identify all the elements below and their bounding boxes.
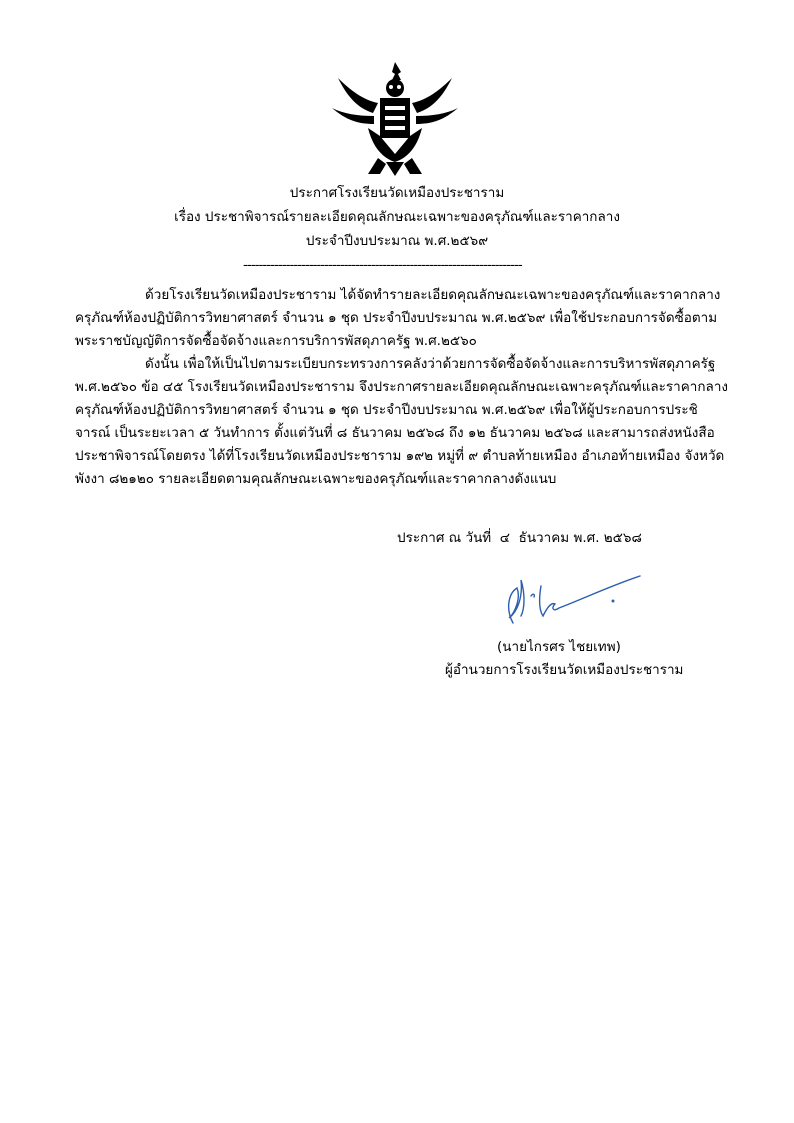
body-line: พ.ศ.๒๕๖๐ ข้อ ๔๕ โรงเรียนวัดเหมืองประชาราม จึงประกาศรายละเอียดคุณลักษณะเฉพาะครุภัณฑ์และราคากลาง [75,379,728,395]
body-line: พังงา ๘๒๑๒๐ รายละเอียดตามคุณลักษณะเฉพาะของครุภัณฑ์และราคากลางดังแนบ [75,471,557,487]
document-fiscal-year: ประจำปีงบประมาณ พ.ศ.๒๕๖๙ [305,233,489,249]
body-line: ครุภัณฑ์ห้องปฏิบัติการวิทยาศาสตร์ จำนวน ๑ ชุด ประจำปีงบประมาณ พ.ศ.๒๕๖๙ เพื่อให้ผู้ประกอบการประชิ [75,402,698,418]
body-line: ประชาพิจารณ์โดยตรง ได้ที่โรงเรียนวัดเหมืองประชาราม ๑๙๒ หมู่ที่ ๙ ตำบลท้ายเหมือง อำเภอท้ายเหมือง จังหวัด [75,448,725,464]
announcement-date: ประกาศ ณ วันที่ ๔ ธันวาคม พ.ศ. ๒๕๖๘ [397,530,642,546]
body-line: ครุภัณฑ์ห้องปฏิบัติการวิทยาศาสตร์ จำนวน ๑ ชุด ประจำปีงบประมาณ พ.ศ.๒๕๖๙ เพื่อใช้ประกอบการจัดซื้อตาม [75,310,718,326]
body-line: จารณ์ เป็นระยะเวลา ๕ วันทำการ ตั้งแต่วันที่ ๘ ธันวาคม ๒๕๖๘ ถึง ๑๒ ธันวาคม ๒๕๖๘ และสามารถส่งหนังสือ [75,425,715,441]
document-subject: เรื่อง ประชาพิจารณ์รายละเอียดคุณลักษณะเฉพาะของครุภัณฑ์และราคากลาง [174,209,620,225]
signer-position: ผู้อำนวยการโรงเรียนวัดเหมืองประชาราม [445,662,684,678]
document-title: ประกาศโรงเรียนวัดเหมืองประชาราม [289,185,505,201]
body-line: พระราชบัญญัติการจัดซื้อจัดจ้างและการบริการพัสดุภาครัฐ พ.ศ.๒๕๖๐ [75,333,477,349]
signer-name: (นายไกรศร ไชยเทพ) [497,639,621,655]
body-line: ดังนั้น เพื่อให้เป็นไปตามระเบียบกระทรวงการคลังว่าด้วยการจัดซื้อจัดจ้างและการบริหารพัสดุภาครัฐ [145,356,716,372]
body-line: ด้วยโรงเรียนวัดเหมืองประชาราม ได้จัดทำรายละเอียดคุณลักษณะเฉพาะของครุภัณฑ์และราคากลาง [145,287,721,303]
garuda-emblem [328,58,462,178]
separator-line: ------------------------------------------------------------------------ [243,257,522,273]
signature [495,568,645,630]
